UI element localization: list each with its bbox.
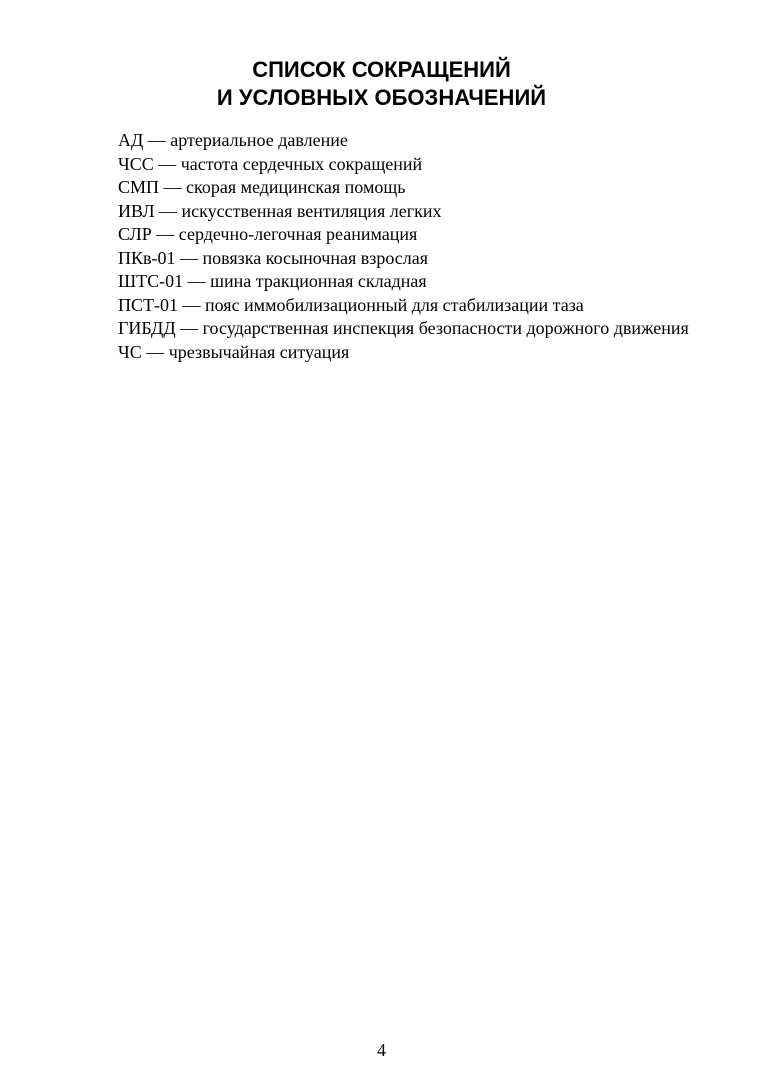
abbreviation-item: ПКв-01 — повязка косыночная взрослая xyxy=(118,247,429,268)
abbreviation-item: ЧС — чрезвычайная ситуация xyxy=(118,341,350,362)
abbreviation-item: ШТС-01 — шина тракционная складная xyxy=(118,271,427,291)
page-title-line-2: И УСЛОВНЫХ ОБОЗНАЧЕНИЙ xyxy=(216,85,547,110)
abbreviation-item: ГИБДД — государственная инспекция безопасности дорожного движения xyxy=(118,318,689,338)
abbreviation-item: АД — артериальное давление xyxy=(118,130,348,150)
abbreviation-item: ПСТ-01 — пояс иммобилизационный для стабилизации таза xyxy=(118,294,584,315)
abbreviation-item: СЛР — сердечно-легочная реанимация xyxy=(118,224,418,244)
page-title xyxy=(0,56,763,112)
page-number: 4 xyxy=(377,1040,386,1060)
abbreviation-item: СМП — скорая медицинская помощь xyxy=(118,177,406,197)
abbreviation-item: ИВЛ — искусственная вентиляция легких xyxy=(118,200,442,221)
page-title-line-1: СПИСОК СОКРАЩЕНИЙ xyxy=(252,57,511,82)
abbreviation-list xyxy=(72,129,690,364)
abbreviation-item: ЧСС — частота сердечных сокращений xyxy=(118,153,423,174)
